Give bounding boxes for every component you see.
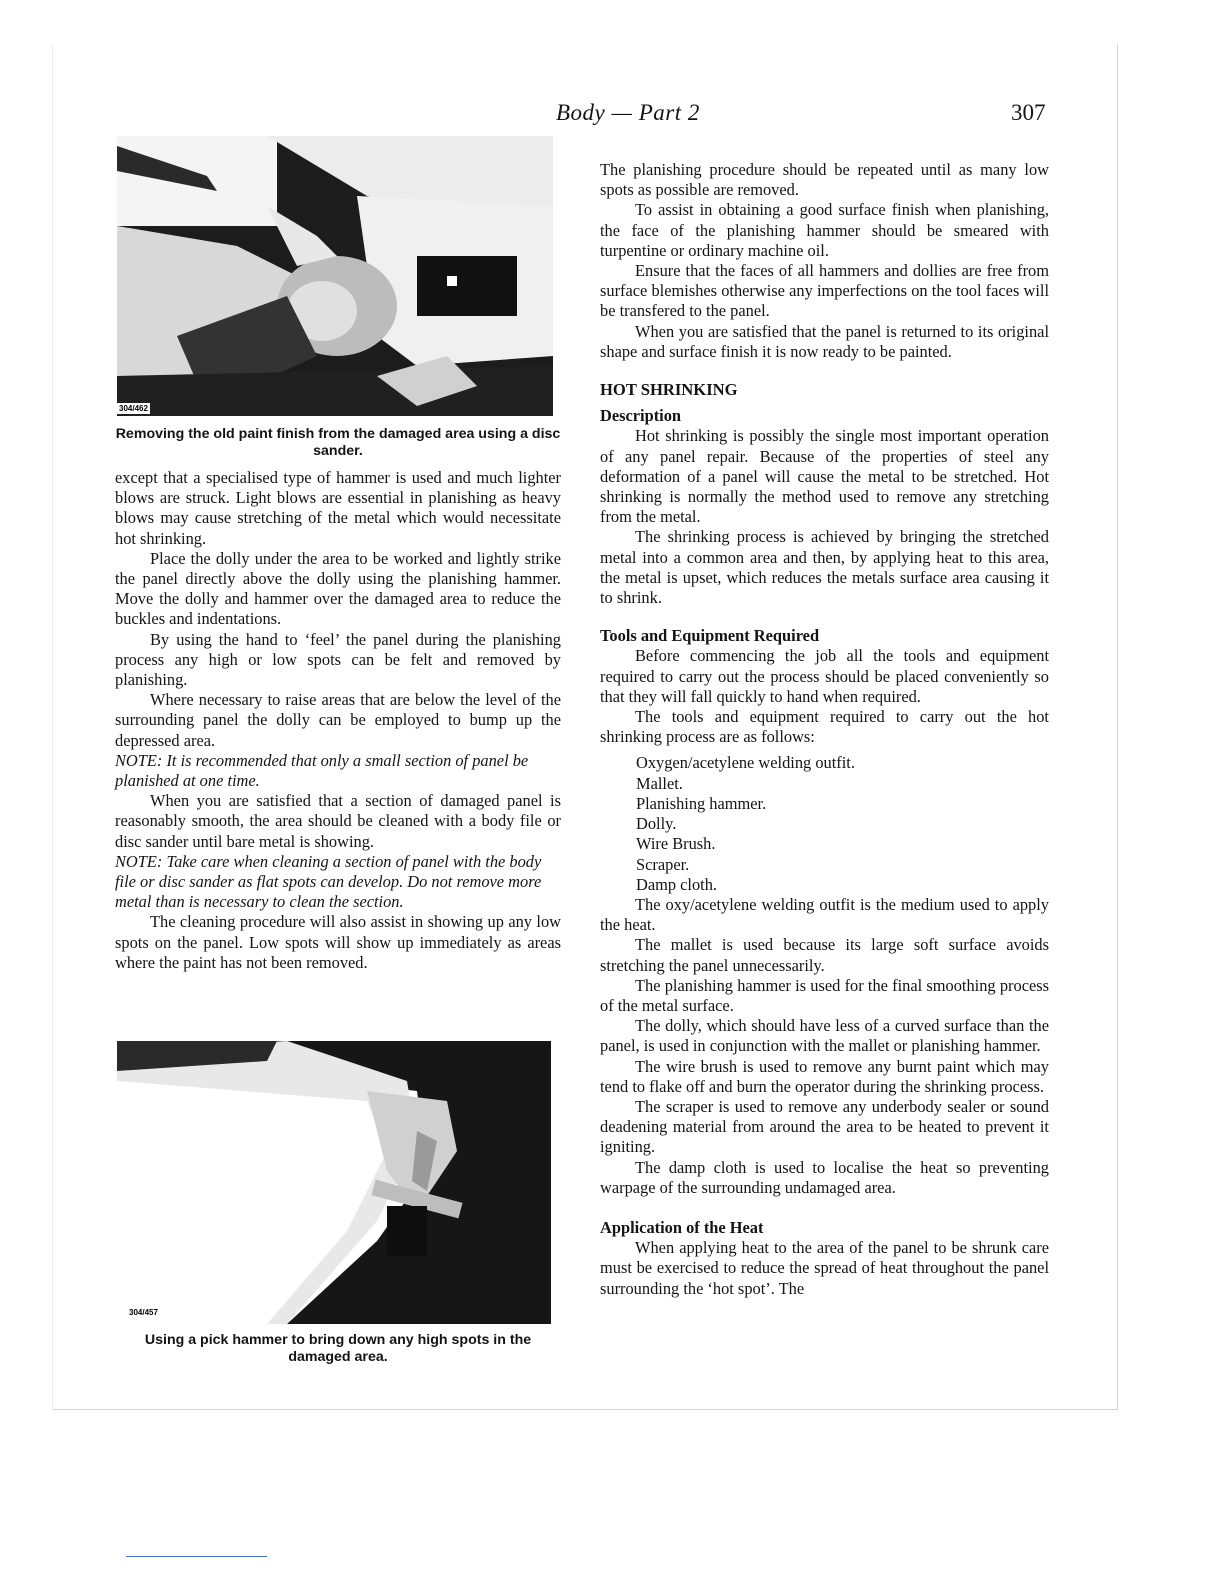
paragraph: The tools and equipment required to carry out the hot shrinking process are as follows: [600, 707, 1049, 747]
paragraph: By using the hand to ‘feel’ the panel during the planishing process any high or low spots can be felt and removed by planishing. [115, 629, 561, 690]
paragraph: except that a specialised type of hammer is used and much lighter blows are struck. Light blows are essential in planishing as heavy blows may cause stretching of the metal which would necessitate hot shrinking. [115, 468, 561, 548]
list-item: Mallet. [636, 773, 683, 793]
paragraph: The dolly, which should have less of a curved surface than the panel, is used in conjunction with the mallet or planishing hammer. [600, 1016, 1049, 1056]
paragraph: When applying heat to the area of the panel to be shrunk care must be exercised to reduce the spread of heat throughout the panel surrounding the ‘hot spot’. The [600, 1238, 1049, 1298]
paragraph: The shrinking process is achieved by bringing the stretched metal into a common area and then, by applying heat to this area, the metal is upset, which reduces the metals surface area causing it to shrink. [600, 527, 1049, 608]
list-item: Planishing hammer. [636, 793, 767, 813]
figure-tag: 304/462 [119, 404, 148, 413]
figure-tag: 304/457 [129, 1308, 158, 1317]
running-head: Body — Part 2 [556, 100, 700, 125]
subheading-application: Application of the Heat [600, 1217, 764, 1237]
figure-pick-hammer-photo [117, 1041, 551, 1324]
paragraph: The wire brush is used to remove any burnt paint which may tend to flake off and burn the operator during the shrinking process. [600, 1056, 1049, 1096]
list-item: Damp cloth. [636, 874, 718, 894]
paragraph: Ensure that the faces of all hammers and dollies are free from surface blemishes otherwise any imperfections on the tool faces will be transfered to the panel. [600, 261, 1049, 321]
subheading-tools: Tools and Equipment Required [600, 626, 820, 646]
paragraph: When you are satisfied that a section of damaged panel is reasonably smooth, the area should be cleaned with a body file or disc sander until bare metal is showing. [115, 791, 561, 851]
disc-sander-illustration [117, 136, 553, 416]
pick-hammer-illustration [117, 1041, 551, 1324]
subheading-description: Description [600, 406, 682, 426]
page-number: 307 [1011, 100, 1046, 125]
right-text-column [600, 160, 1049, 1299]
paragraph: Place the dolly under the area to be worked and lightly strike the panel directly above the dolly using the planishing hammer. Move the dolly and hammer over the damaged area to reduce the buckles and indentations. [115, 548, 561, 629]
paragraph: The damp cloth is used to localise the heat so preventing warpage of the surrounding undamaged area. [600, 1157, 1049, 1197]
paragraph: The planishing hammer is used for the final smoothing process of the metal surface. [600, 975, 1049, 1015]
paragraph: When you are satisfied that the panel is returned to its original shape and surface finish it is now ready to be painted. [600, 321, 1049, 361]
figure-caption: Using a pick hammer to bring down any high spots in the damaged area. [144, 1332, 532, 1365]
paragraph: The oxy/acetylene welding outfit is the medium used to apply the heat. [600, 894, 1049, 935]
note: NOTE: Take care when cleaning a section of panel with the body file or disc sander as flat spots can develop. Do not remove more metal than is necessary to clean the section. [115, 851, 542, 912]
figure-caption: Removing the old paint finish from the damaged area using a disc sander. [115, 426, 561, 459]
bottom-rule [126, 1556, 267, 1557]
list-item: Wire Brush. [636, 834, 716, 854]
list-item: Dolly. [636, 814, 677, 834]
paragraph: Before commencing the job all the tools and equipment required to carry out the process should be placed conveniently so that they will fall quickly to hand when required. [600, 646, 1049, 706]
note: NOTE: It is recommended that only a small section of panel be planished at one time. [115, 750, 529, 791]
section-heading: HOT SHRINKING [600, 380, 738, 400]
list-item: Oxygen/acetylene welding outfit. [636, 753, 855, 773]
paragraph: The cleaning procedure will also assist in showing up any low spots on the panel. Low spots will show up immediately as areas where the paint has not been removed. [115, 912, 561, 972]
paragraph: The scraper is used to remove any underbody sealer or sound deadening material from around the area to be heated to prevent it igniting. [600, 1096, 1049, 1157]
paragraph: Where necessary to raise areas that are below the level of the surrounding panel the dolly can be employed to bump up the depressed area. [115, 690, 561, 750]
figure-disc-sander-photo [117, 136, 553, 416]
list-item: Scraper. [636, 854, 690, 874]
paragraph: To assist in obtaining a good surface finish when planishing, the face of the planishing hammer should be smeared with turpentine or ordinary machine oil. [600, 200, 1049, 260]
paragraph: The mallet is used because its large soft surface avoids stretching the panel unnecessarily. [600, 935, 1049, 975]
paragraph: The planishing procedure should be repeated until as many low spots as possible are removed. [600, 160, 1049, 200]
tools-list [636, 753, 1049, 894]
paragraph: Hot shrinking is possibly the single most important operation of any panel repair. Because of the properties of steel any deformation of a panel will cause the metal to be stretched. Hot shrinking is normally the method used to remove any stretching from the metal. [600, 426, 1049, 527]
left-text-column [115, 468, 561, 973]
